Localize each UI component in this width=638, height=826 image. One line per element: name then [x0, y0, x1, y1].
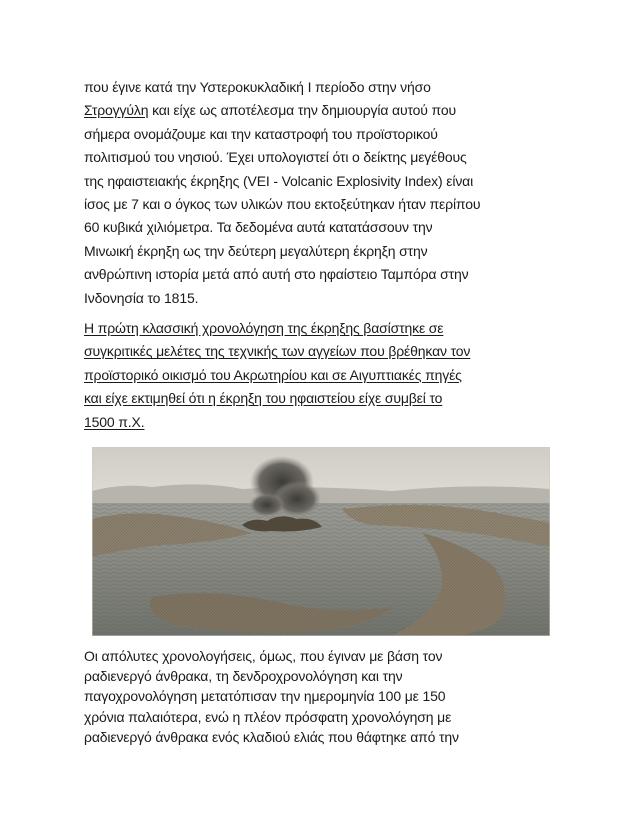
- text-segment: ίσος με 7 και ο όγκος των υλικών που εκτοξεύτηκαν ήταν περίπου: [84, 195, 481, 212]
- text-segment: ανθρώπινη ιστορία μετά από αυτή στο ηφαίστειο Ταμπόρα στην: [84, 266, 469, 283]
- text-line: [84, 263, 554, 286]
- text-line: [84, 99, 554, 122]
- link-segment[interactable]: συγκριτικές μελέτες της τεχνικής των αγγείων που βρέθηκαν τον: [84, 343, 471, 360]
- text-line: [84, 666, 554, 686]
- text-segment: χρόνια παλαιότερα, ενώ η πλέον πρόσφατη χρονολόγηση με: [84, 708, 452, 725]
- text-line: [84, 340, 554, 363]
- text-segment: Μινωική έκρηξη ως την δεύτερη μεγαλύτερη έκρηξη στην: [84, 242, 428, 259]
- text-segment: Οι απόλυτες χρονολογήσεις, όμως, που έγιναν με βάση τον: [84, 648, 443, 664]
- text-segment: ραδιενεργό άνθρακα ενός κλαδιού ελιάς που θάφτηκε από την: [84, 728, 459, 745]
- text-line: [84, 146, 554, 169]
- text-segment: Ινδονησία το 1815.: [84, 289, 199, 306]
- text-line: [84, 707, 554, 727]
- text-line: [84, 216, 554, 239]
- text-segment: ραδιενεργό άνθρακα, τη δενδροχρονολόγηση και την: [84, 668, 403, 685]
- text-line: [84, 193, 554, 216]
- text-segment: παγοχρονολόγηση μετατόπισαν την ημερομηνία 100 με 150: [84, 688, 446, 705]
- volcanic-island-engraving-image: [92, 447, 550, 636]
- link-segment[interactable]: 1500 π.Χ.: [84, 413, 145, 430]
- text-segment: της ηφαιστειακής έκρηξης (VEI - Volcanic Explosivity Index) είναι: [84, 172, 474, 189]
- text-segment: 60 κυβικά χιλιόμετρα. Τα δεδομένα αυτά κατατάσσουν την: [84, 219, 433, 236]
- text-line: [84, 317, 554, 340]
- text-line: [84, 170, 554, 193]
- text-line: [84, 123, 554, 146]
- text-segment: πολιτισμού του νησιού. Έχει υπολογιστεί ότι ο δείκτης μεγέθους: [84, 149, 467, 166]
- text-segment: και είχε ως αποτέλεσμα την δημιουργία αυτού που: [148, 102, 456, 119]
- text-line: [84, 646, 554, 666]
- paragraph-dating-link[interactable]: [84, 317, 554, 434]
- link-segment[interactable]: Η πρώτη κλασσική χρονολόγηση της έκρηξης βασίστηκε σε: [84, 320, 444, 336]
- paragraph-minoan-eruption: [84, 76, 554, 310]
- text-line: [84, 727, 554, 747]
- text-line: [84, 240, 554, 263]
- strongyli-link[interactable]: Στρογγύλη: [84, 102, 149, 119]
- text-line: [84, 686, 554, 706]
- link-segment[interactable]: προϊστορικό οικισμό του Ακρωτηρίου και σε Αιγυπτιακές πηγές: [84, 366, 462, 383]
- text-line: [84, 387, 554, 410]
- text-line: [84, 76, 554, 99]
- text-line: [84, 364, 554, 387]
- paragraph-absolute-dating: [84, 646, 554, 747]
- text-segment: σήμερα ονομάζουμε και την καταστροφή του προϊστορικού: [84, 125, 438, 142]
- text-line: [84, 411, 554, 434]
- link-segment[interactable]: και είχε εκτιμηθεί ότι η έκρηξη του ηφαιστείου είχε συμβεί το: [84, 390, 443, 407]
- text-line: [84, 287, 554, 310]
- text-segment: που έγινε κατά την Υστεροκυκλαδική Ι περίοδο στην νήσο: [84, 79, 431, 95]
